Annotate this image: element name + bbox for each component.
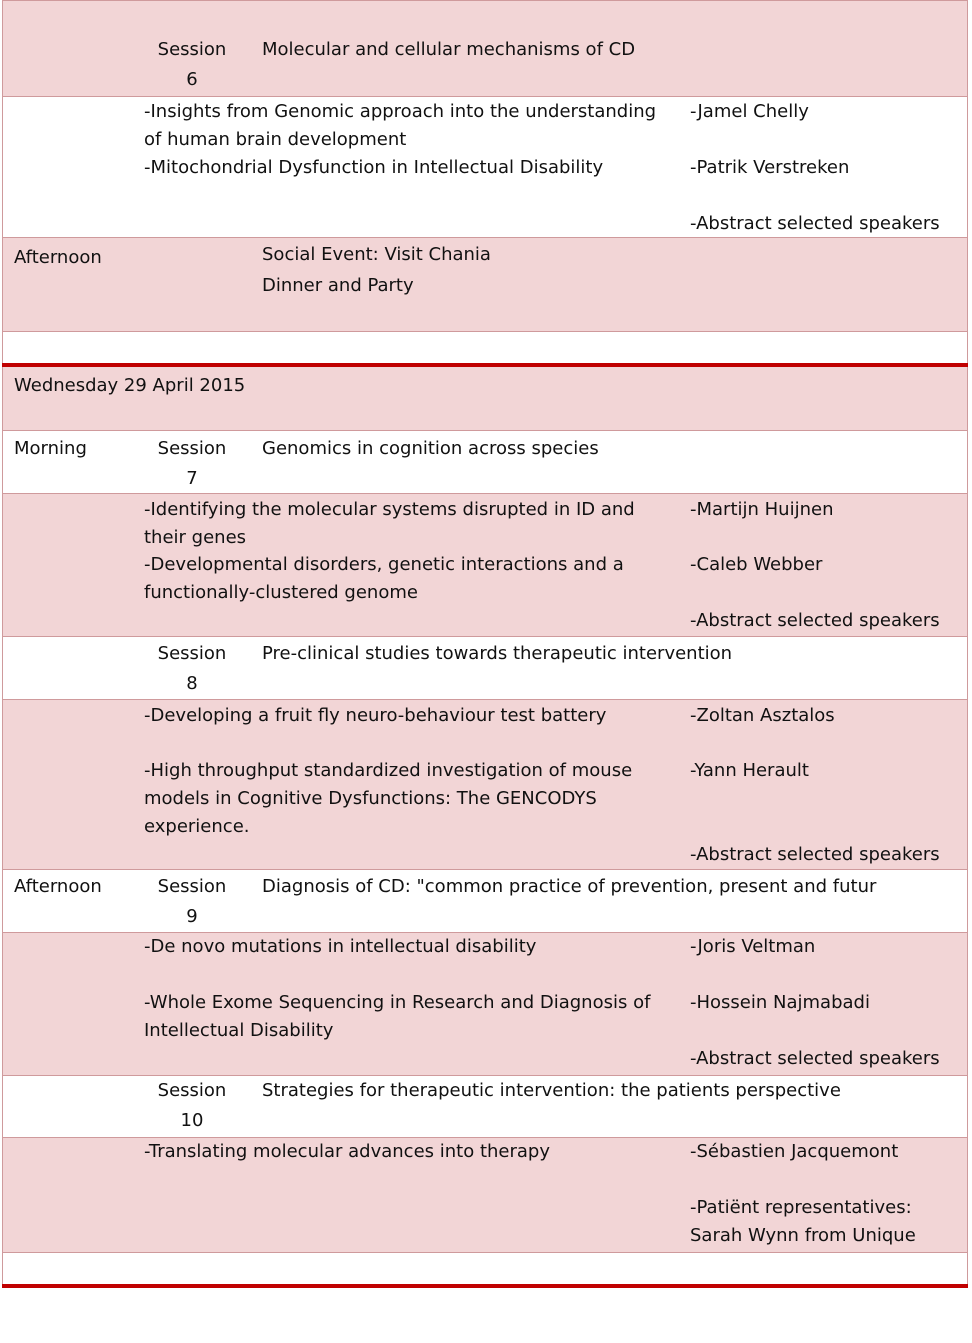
session-7-talks xyxy=(2,493,968,636)
talk-title: -High throughput standardized investigation of mouse models in Cognitive Dysfunctions: The GENCODYS experience. xyxy=(144,760,633,837)
speaker-name: -Joris Veltman xyxy=(690,936,816,957)
session-8-header xyxy=(2,636,968,699)
talk-title: -Identifying the molecular systems disrupted in ID and their genes xyxy=(144,499,635,548)
speaker-name: -Patrik Verstreken xyxy=(690,157,850,178)
speaker-name: -Zoltan Asztalos xyxy=(690,705,835,726)
session-label xyxy=(152,639,232,699)
spacer-row xyxy=(2,1252,968,1284)
talk-title: -Mitochondrial Dysfunction in Intellectual Disability xyxy=(144,157,604,178)
session-number: 10 xyxy=(180,1110,204,1131)
session-title: Pre-clinical studies towards therapeutic intervention xyxy=(262,643,733,664)
speaker-name: -Hossein Najmabadi xyxy=(690,992,870,1013)
abstract-speakers: -Abstract selected speakers xyxy=(690,844,940,865)
session-title: Diagnosis of CD: "common practice of prevention, present and futur xyxy=(262,876,877,897)
event-line: Social Event: Visit Chania xyxy=(262,244,491,265)
session-number: 9 xyxy=(186,906,198,927)
session-8-talks xyxy=(2,699,968,869)
speaker-name: -Patiënt representatives: Sarah Wynn from Unique xyxy=(690,1197,916,1246)
abstract-speakers: -Abstract selected speakers xyxy=(690,213,940,234)
speaker-name: -Martijn Huijnen xyxy=(690,499,834,520)
session-label xyxy=(152,434,232,493)
afternoon-social-row xyxy=(2,237,968,331)
talk-title: -Developmental disorders, genetic interactions and a functionally-clustered genome xyxy=(144,554,624,603)
session-6-talks xyxy=(2,96,968,237)
session-label xyxy=(152,35,232,95)
talk-title: -Translating molecular advances into therapy xyxy=(144,1141,551,1162)
session-6-header xyxy=(2,0,968,96)
session-number: 7 xyxy=(186,468,198,489)
session-word: Session xyxy=(157,39,227,60)
session-10-talks xyxy=(2,1137,968,1252)
talk-title: -Developing a fruit fly neuro-behaviour test battery xyxy=(144,705,607,726)
session-9-header xyxy=(2,869,968,932)
session-10-header xyxy=(2,1075,968,1137)
talk-title: -Insights from Genomic approach into the understanding of human brain development xyxy=(144,101,657,150)
speaker-name: -Yann Herault xyxy=(690,760,809,781)
session-number: 8 xyxy=(186,673,198,694)
day-header xyxy=(2,367,968,430)
talk-title: -Whole Exome Sequencing in Research and Diagnosis of Intellectual Disability xyxy=(144,992,651,1041)
session-label xyxy=(152,1076,232,1136)
session-word: Session xyxy=(157,1080,227,1101)
session-9-talks xyxy=(2,932,968,1075)
speaker-name: -Sébastien Jacquemont xyxy=(690,1141,899,1162)
session-word: Session xyxy=(157,438,227,459)
speaker-name: -Jamel Chelly xyxy=(690,101,809,122)
talk-title: -De novo mutations in intellectual disability xyxy=(144,936,537,957)
period-label: Afternoon xyxy=(14,247,102,268)
session-number: 6 xyxy=(186,69,198,90)
abstract-speakers: -Abstract selected speakers xyxy=(690,610,940,631)
session-word: Session xyxy=(157,643,227,664)
session-word: Session xyxy=(157,876,227,897)
event-line: Dinner and Party xyxy=(262,275,414,296)
spacer-row xyxy=(2,331,968,363)
session-title: Molecular and cellular mechanisms of CD xyxy=(262,39,636,60)
day-divider xyxy=(2,1284,968,1288)
abstract-speakers: -Abstract selected speakers xyxy=(690,1048,940,1069)
session-label xyxy=(152,872,232,932)
speaker-name: -Caleb Webber xyxy=(690,554,823,575)
period-label: Morning xyxy=(14,438,87,459)
session-title: Genomics in cognition across species xyxy=(262,438,599,459)
session-title: Strategies for therapeutic intervention: the patients perspective xyxy=(262,1080,841,1101)
day-date: Wednesday 29 April 2015 xyxy=(14,375,246,396)
session-7-header xyxy=(2,430,968,493)
period-label: Afternoon xyxy=(14,876,102,897)
